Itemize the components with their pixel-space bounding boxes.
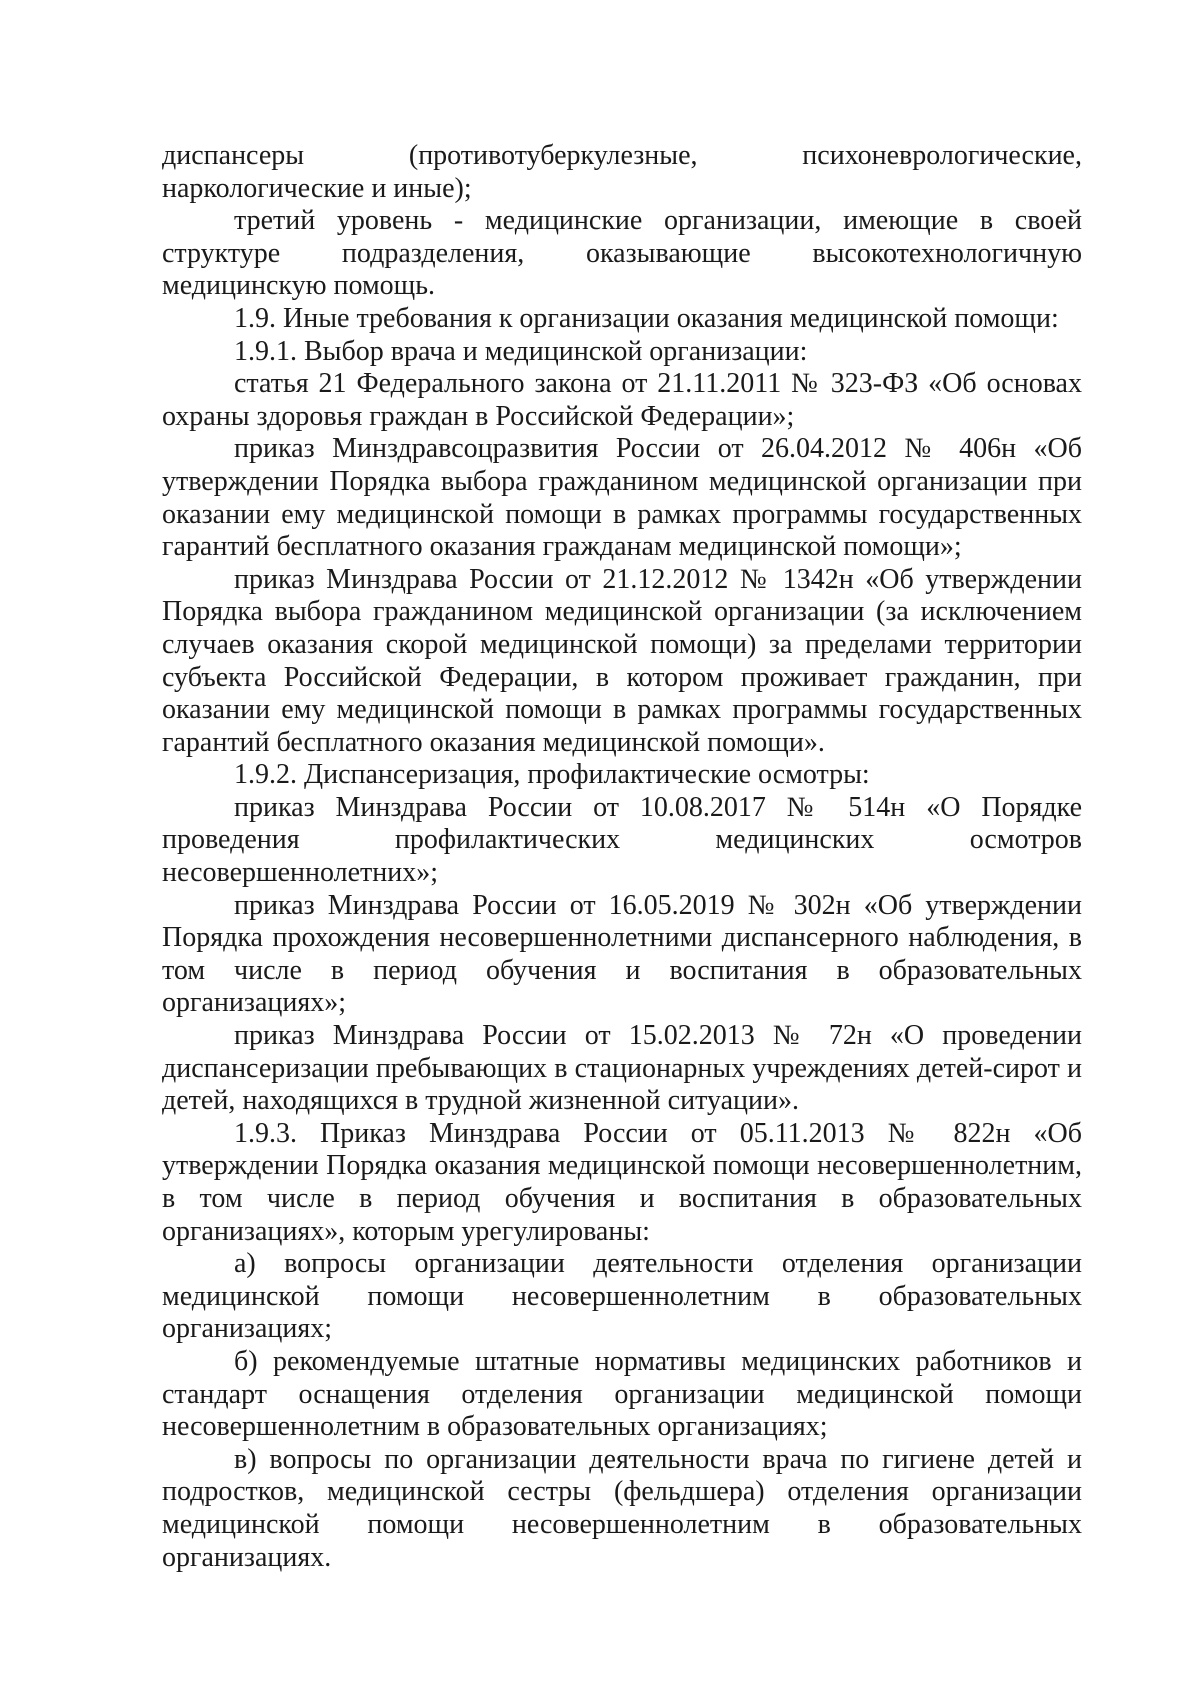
paragraph-order-514n: приказ Минздрава России от 10.08.2017 № 514н «О Порядке проведения профилактических медицинских осмотров несовершеннолетних»; xyxy=(162,791,1082,889)
paragraph-item-a: а) вопросы организации деятельности отделения организации медицинской помощи несовершеннолетним в образовательных организациях; xyxy=(162,1248,1082,1345)
paragraph-order-302n: приказ Минздрава России от 16.05.2019 № 302н «Об утверждении Порядка прохождения несовершеннолетними диспансерного наблюдения, в том числе в период обучения и воспитания в образовательных организациях»; xyxy=(162,889,1082,1019)
paragraph-order-72n: приказ Минздрава России от 15.02.2013 № 72н «О проведении диспансеризации пребывающих в стационарных учреждениях детей-сирот и детей, находящихся в трудной жизненной ситуации». xyxy=(162,1020,1082,1117)
paragraph-1-9-3-order-822n: 1.9.3. Приказ Минздрава России от 05.11.2013 № 822н «Об утверждении Порядка оказания медицинской помощи несовершеннолетним, в том числе в период обучения и воспитания в образовательных организациях», которым урегулированы: xyxy=(162,1117,1082,1247)
document-page xyxy=(162,140,1082,1574)
paragraph-article-21: статья 21 Федерального закона от 21.11.2011 № 323-ФЗ «Об основах охраны здоровья граждан в Российской Федерации»; xyxy=(162,368,1082,432)
paragraph-1-9-heading: 1.9. Иные требования к организации оказания медицинской помощи: xyxy=(234,302,1059,334)
paragraph-order-1342n: приказ Минздрава России от 21.12.2012 № 1342н «Об утверждении Порядка выбора гражданином медицинской организации (за исключением случаев оказания скорой медицинской помощи) за пределами территории субъекта Российской Федерации, в котором проживает гражданин, при оказании ему медицинской помощи в рамках программы государственных гарантий бесплатного оказания медицинской помощи». xyxy=(162,563,1082,758)
paragraph-item-c: в) вопросы по организации деятельности врача по гигиене детей и подростков, медицинской сестры (фельдшера) отделения организации медицинской помощи несовершеннолетним в образовательных организациях. xyxy=(162,1443,1082,1573)
paragraph-item-b: б) рекомендуемые штатные нормативы медицинских работников и стандарт оснащения отделения организации медицинской помощи несовершеннолетним в образовательных организациях; xyxy=(162,1345,1082,1443)
paragraph-order-406n: приказ Минздравсоцразвития России от 26.04.2012 № 406н «Об утверждении Порядка выбора гражданином медицинской организации при оказании ему медицинской помощи в рамках программы государственных гарантий бесплатного оказания гражданам медицинской помощи»; xyxy=(162,433,1082,563)
paragraph-1-9-2-heading: 1.9.2. Диспансеризация, профилактические осмотры: xyxy=(234,759,870,791)
paragraph-third-level: третий уровень - медицинские организации, имеющие в своей структуре подразделения, оказывающие высокотехнологичную медицинскую помощь. xyxy=(162,205,1082,302)
paragraph-1-9-1-heading: 1.9.1. Выбор врача и медицинской организации: xyxy=(234,335,808,367)
paragraph-dispensaries: диспансеры (противотуберкулезные, психоневрологические, наркологические и иные); xyxy=(162,140,1082,204)
